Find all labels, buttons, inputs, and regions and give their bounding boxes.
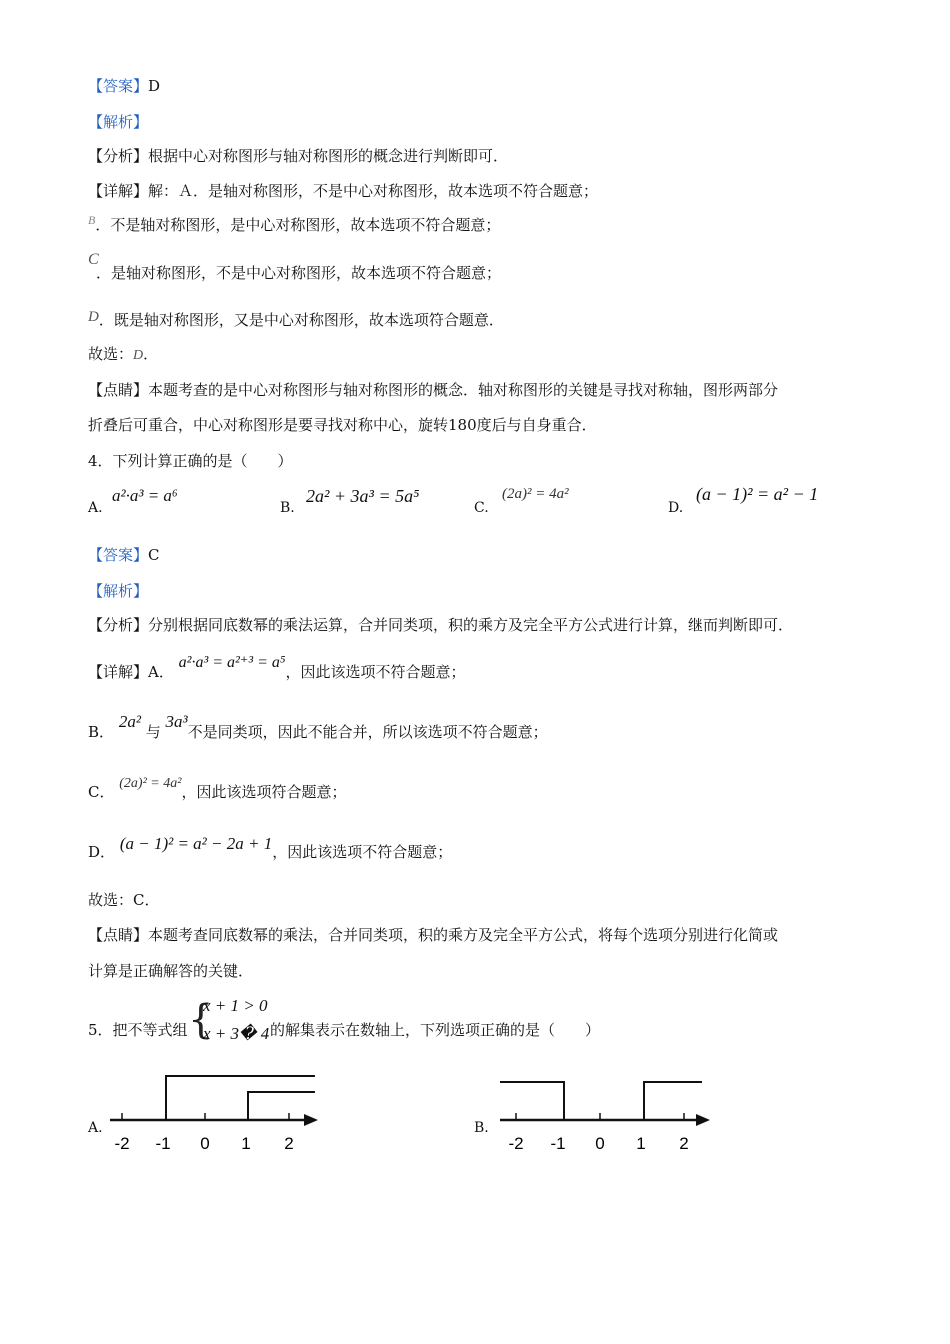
q4-stem-text: 4．下列计算正确的是（ ） (88, 452, 293, 470)
q5-option-a-number-line (100, 1068, 330, 1158)
q4-b-line (88, 712, 548, 742)
option-d-text: ．既是轴对称图形，又是中心对称图形，故本选项符合题意． (98, 311, 504, 329)
tick-label-neg2: -2 (114, 1134, 130, 1153)
q4-option-a-label: A. (88, 500, 103, 516)
q4-analysis-tag-text: 【解析】 (88, 582, 149, 600)
tick-label-2: 2 (284, 1134, 294, 1153)
q4-guxuan: 故选：C． (88, 891, 160, 909)
q4-b-text: 不是同类项，因此不能合并，所以该选项不符合题意； (187, 723, 548, 741)
q3-dianjing-line2 (88, 415, 597, 435)
axis-arrow (696, 1114, 710, 1126)
q4-b-mid: 与 (145, 723, 161, 741)
q4-a-label: A． (148, 663, 174, 681)
q3-dianjing-line1 (88, 380, 778, 400)
q4-dianjing-text-2: 计算是正确解答的关键． (88, 962, 254, 980)
tick-label-0: 0 (595, 1134, 605, 1153)
q3-fenxi-line (88, 146, 508, 166)
q4-c-expr: (2a)² = 4a² (119, 776, 182, 791)
q5-stem-suffix-text: 的解集表示在数轴上，下列选项正确的是（ ） (270, 1021, 601, 1039)
guxuan-text: 故选： (88, 345, 134, 363)
q3-guxuan-line (88, 344, 158, 366)
tick-label-1: 1 (241, 1134, 251, 1153)
q4-dianjing-line1 (88, 925, 778, 945)
q4-a-expr: a²·a³ = a²⁺³ = a⁵ (178, 654, 286, 671)
dianjing-text-1: 本题考查的是中心对称图形与轴对称图形的概念．轴对称图形的关键是寻找对称轴，图形两部分 (148, 381, 779, 399)
q5-stem-prefix-text: 5．把不等式组 (88, 1021, 188, 1039)
q4-fenxi-tag: 【分析】 (88, 616, 149, 634)
q4-answer-tag: 【答案】 (88, 546, 149, 564)
q4-fenxi-line (88, 615, 793, 635)
q4-dianjing-text-1: 本题考查同底数幂的乘法，合并同类项，积的乘方及完全平方公式，将每个选项分别进行化简或 (148, 926, 779, 944)
q4-c-label: C． (88, 783, 115, 801)
q5-option-b-number-line (494, 1068, 724, 1158)
analysis-tag: 【解析】 (88, 113, 149, 131)
q4-option-c-expr: (2a)² = 4a² (502, 486, 569, 502)
q3-option-c-line (96, 263, 501, 283)
tick-label-2: 2 (679, 1134, 689, 1153)
answer-value: D (148, 77, 161, 95)
option-b-text: ．不是轴对称图形，是中心对称图形，故本选项不符合题意； (95, 216, 501, 234)
solution-bracket-gt-neg1 (166, 1076, 315, 1120)
q4-dianjing-line2 (88, 961, 253, 981)
q4-d-expr: (a − 1)² = a² − 2a + 1 (119, 834, 273, 853)
q4-option-d-expr: (a − 1)² = a² − 1 (696, 484, 819, 504)
q4-answer-line (88, 545, 160, 565)
q4-c-line (88, 776, 347, 804)
tick-label-0: 0 (200, 1134, 210, 1153)
q4-guxuan-line (88, 890, 159, 910)
q3-answer-line (88, 76, 160, 96)
q4-b-expr1: 2a² (118, 712, 141, 731)
option-c-text: ．是轴对称图形，不是中心对称图形，故本选项不符合题意； (96, 264, 502, 282)
q3-option-b-line (88, 215, 500, 236)
q5-option-a-label: A. (88, 1120, 103, 1136)
tick-label-neg2: -2 (508, 1134, 524, 1153)
answer-tag: 【答案】 (88, 77, 149, 95)
option-b-label: B (88, 213, 96, 227)
tick-label-neg1: -1 (550, 1134, 566, 1153)
tick-label-neg1: -1 (155, 1134, 171, 1153)
q3-option-d-line (88, 310, 504, 331)
q4-option-b-expr: 2a² + 3a³ = 5a⁵ (306, 486, 420, 506)
q5-stem-prefix (88, 1020, 188, 1040)
q5-inequality-2: x + 3� 4 (203, 1024, 270, 1043)
q4-xiangjie-tag: 【详解】 (88, 663, 149, 681)
dianjing-tag: 【点睛】 (88, 381, 149, 399)
solution-bracket-right (644, 1082, 702, 1120)
fenxi-text: 根据中心对称图形与轴对称图形的概念进行判断即可． (148, 147, 509, 165)
option-d-label: D (88, 309, 99, 325)
q4-d-label: D． (88, 843, 116, 861)
q5-inequality-1: x + 1 > 0 (203, 996, 268, 1015)
q4-d-text: ，因此该选项不符合题意； (272, 843, 453, 861)
xiangjie-text: 解：Ａ．是轴对称图形，不是中心对称图形，故本选项不符合题意； (148, 182, 599, 200)
q4-b-expr2: 3a³ (165, 712, 188, 731)
q4-a-text: ，因此该选项不符合题意； (285, 663, 466, 681)
q4-dianjing-tag: 【点睛】 (88, 926, 149, 944)
solution-bracket-left (500, 1082, 564, 1120)
q4-answer-value: C (148, 546, 160, 564)
q4-option-b-label: B. (280, 500, 295, 516)
fenxi-tag: 【分析】 (88, 147, 149, 165)
q4-option-c-label: C. (474, 500, 489, 516)
option-c-label: C (88, 251, 99, 268)
q5-stem-suffix (270, 1020, 600, 1040)
tick-label-1: 1 (636, 1134, 646, 1153)
q4-option-d-label: D. (668, 500, 684, 516)
q4-fenxi-text: 分别根据同底数幂的乘法运算，合并同类项，积的乘方及完全平方公式进行计算，继而判断即可． (148, 616, 794, 634)
q4-option-a-expr: a²·a³ = a⁶ (112, 486, 178, 505)
system-brace: { (188, 997, 214, 1043)
q4-xiangjie-line (88, 654, 466, 683)
q4-analysis-tag (88, 581, 148, 601)
axis-arrow (304, 1114, 318, 1126)
guxuan-value: D (133, 348, 144, 363)
xiangjie-tag: 【详解】 (88, 182, 149, 200)
q4-b-label: B． (88, 723, 115, 741)
q3-xiangjie-line (88, 181, 598, 201)
q4-c-text: ，因此该选项符合题意； (181, 783, 347, 801)
q4-d-line (88, 834, 453, 862)
q3-analysis-tag (88, 112, 148, 132)
guxuan-end: ． (143, 345, 159, 363)
dianjing-text-2: 折叠后可重合，中心对称图形是要寻找对称中心，旋转180度后与自身重合． (88, 416, 597, 434)
q4-stem (88, 451, 293, 471)
q5-option-b-label: B. (474, 1120, 489, 1136)
